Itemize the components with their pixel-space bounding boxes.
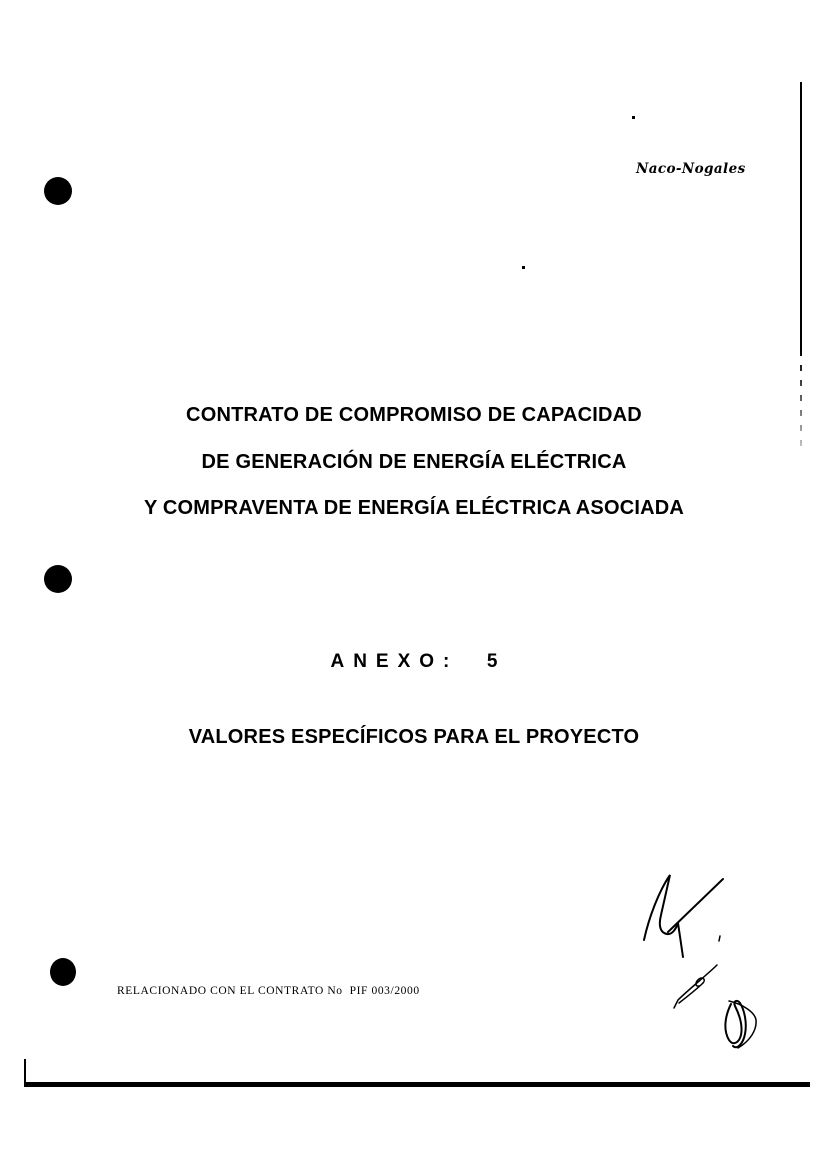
document-title-line-3: Y COMPRAVENTA DE ENERGÍA ELÉCTRICA ASOCIADA [143, 497, 685, 519]
annex-heading: ANEXO: 5 [330, 651, 507, 672]
document-title-line-1: CONTRATO DE COMPROMISO DE CAPACIDAD [186, 404, 642, 426]
scan-speck [522, 266, 525, 269]
scan-edge-tick [24, 1059, 26, 1083]
project-name-label: Naco-Nogales [636, 161, 746, 177]
scan-edge-line-bottom [24, 1082, 810, 1087]
scan-speck [632, 116, 635, 119]
hole-punch-mark [44, 177, 72, 205]
annex-subtitle: VALORES ESPECÍFICOS PARA EL PROYECTO [188, 726, 640, 748]
scan-edge-line-right-faded [800, 350, 802, 446]
signature-mark [618, 853, 823, 1068]
scan-edge-line-right [800, 82, 802, 350]
related-contract-reference: RELACIONADO CON EL CONTRATO No PIF 003/2000 [117, 985, 420, 997]
hole-punch-mark [44, 565, 72, 593]
hole-punch-mark [50, 958, 76, 986]
document-title-line-2: DE GENERACIÓN DE ENERGÍA ELÉCTRICA [201, 451, 627, 473]
